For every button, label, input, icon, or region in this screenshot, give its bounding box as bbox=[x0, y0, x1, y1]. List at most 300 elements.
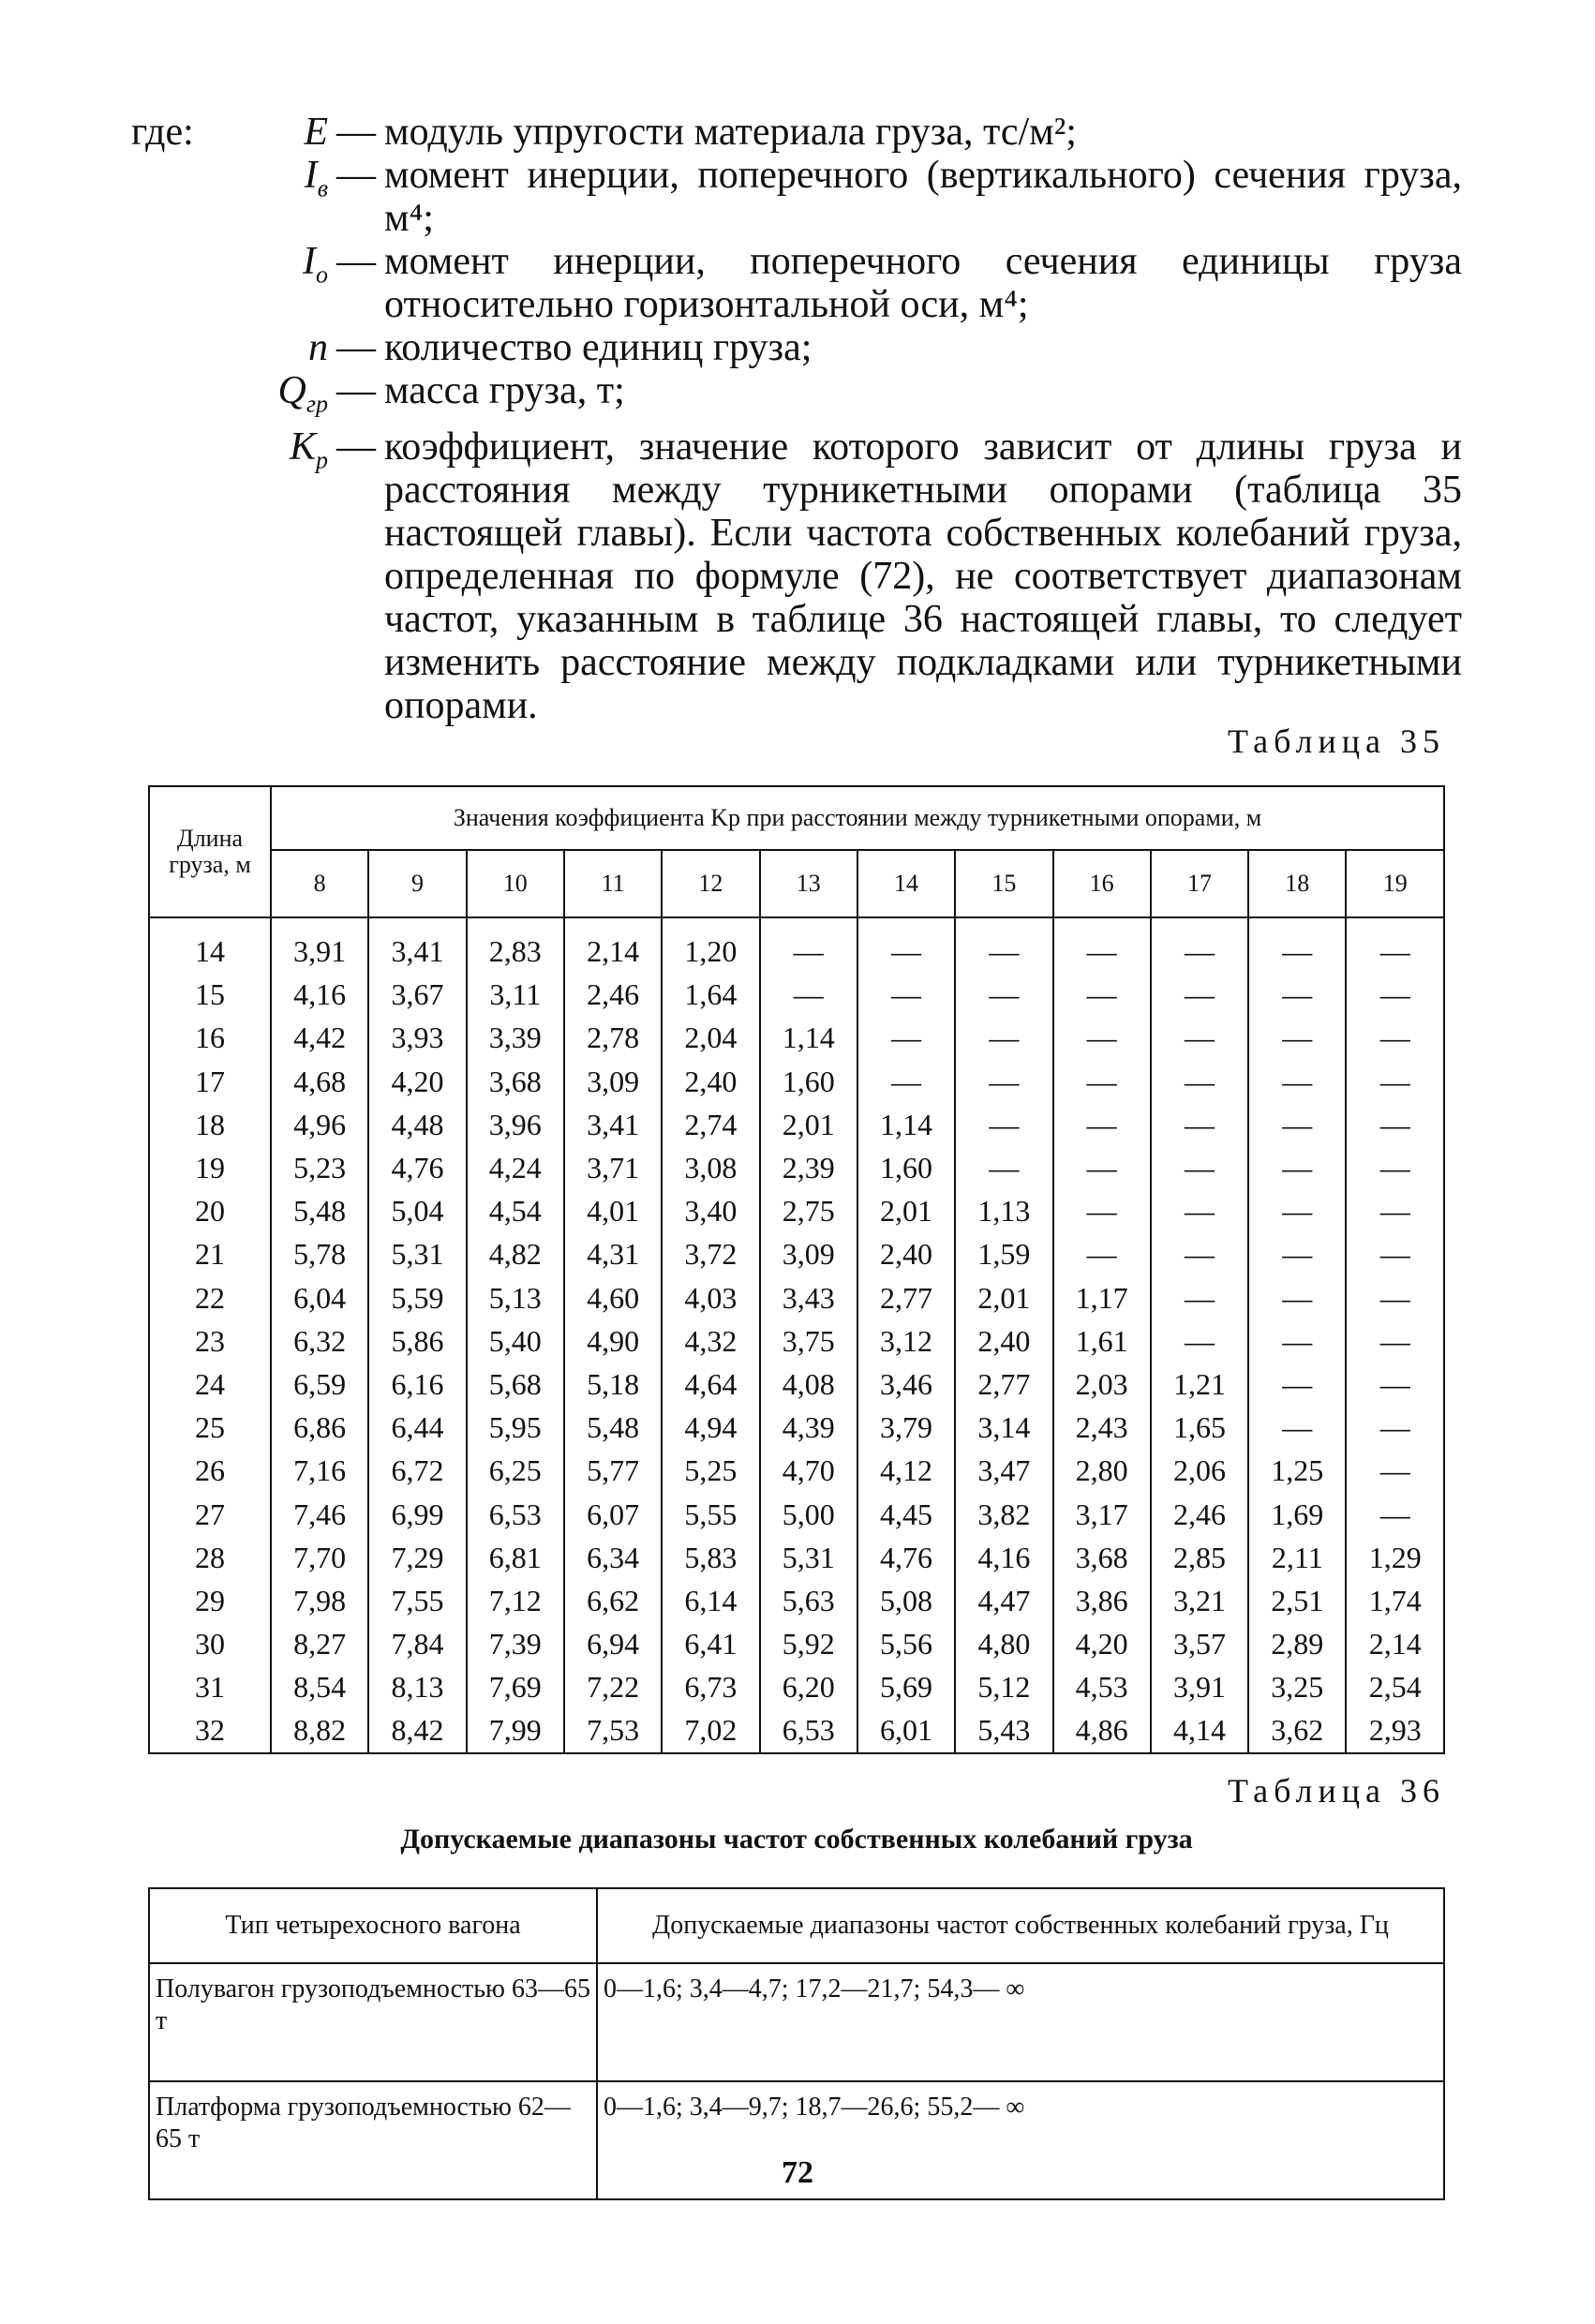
table35-cell: 3,46 bbox=[857, 1363, 955, 1406]
table35-cell: 2,01 bbox=[955, 1276, 1052, 1319]
table35-row-length: 14 bbox=[149, 917, 271, 973]
definition-text: количество единиц груза; bbox=[384, 326, 812, 369]
table35-cell: 4,76 bbox=[368, 1146, 466, 1189]
table35-cell: 6,04 bbox=[271, 1276, 368, 1319]
symbol-subscript: в bbox=[317, 174, 328, 202]
table35-cell: 4,12 bbox=[857, 1449, 955, 1492]
definition-symbol bbox=[253, 154, 328, 210]
table36-header-type: Тип четырехосного вагона bbox=[149, 1888, 597, 1963]
table35-cell: 5,31 bbox=[368, 1232, 466, 1275]
definition-symbol bbox=[253, 425, 328, 482]
table35-column-header: 9 bbox=[368, 850, 466, 917]
table35-cell: 4,80 bbox=[955, 1622, 1052, 1665]
definition-symbol bbox=[253, 369, 328, 425]
table35-cell: 4,54 bbox=[467, 1189, 564, 1232]
table35-cell: 3,79 bbox=[857, 1406, 955, 1449]
table35-cell: 7,39 bbox=[467, 1622, 564, 1665]
table35-cell: 3,82 bbox=[955, 1492, 1052, 1535]
table35-row-length: 30 bbox=[149, 1622, 271, 1665]
table35-cell: — bbox=[1346, 1319, 1444, 1363]
symbol-subscript: о bbox=[316, 261, 328, 289]
table35-cell: 4,96 bbox=[271, 1103, 368, 1146]
table35-cell: 1,60 bbox=[760, 1060, 857, 1103]
table35-cell: 4,20 bbox=[1053, 1622, 1151, 1665]
table35-cell: 5,12 bbox=[955, 1665, 1052, 1708]
table35-cell: — bbox=[857, 1016, 955, 1059]
table35-cell: 3,11 bbox=[467, 973, 564, 1016]
table35-cell: — bbox=[1346, 1232, 1444, 1275]
table35-cell: — bbox=[760, 973, 857, 1016]
table35-cell: 1,13 bbox=[955, 1189, 1052, 1232]
definition-row bbox=[131, 326, 1462, 369]
table35-cell: 1,59 bbox=[955, 1232, 1052, 1275]
table35-cell: 3,09 bbox=[564, 1060, 662, 1103]
symbol-letter: I bbox=[304, 154, 318, 197]
table35-cell: 3,41 bbox=[564, 1103, 662, 1146]
table35-row-length: 32 bbox=[149, 1708, 271, 1752]
table36-wagon-type: Платформа грузоподъемностью 62—65 т bbox=[149, 2081, 597, 2199]
table35-cell: 4,08 bbox=[760, 1363, 857, 1406]
table35-cell: 2,04 bbox=[662, 1016, 759, 1059]
table35-cell: 2,40 bbox=[857, 1232, 955, 1275]
symbol-subscript: р bbox=[316, 446, 328, 474]
table35-cell: 1,74 bbox=[1346, 1579, 1444, 1622]
table35-cell: — bbox=[1151, 1276, 1248, 1319]
definition-row bbox=[131, 154, 1462, 240]
table36-title: Допускаемые диапазоны частот собственных колебаний груза bbox=[400, 1824, 1193, 1855]
table35-cell: 4,39 bbox=[760, 1406, 857, 1449]
table35-cell: 3,93 bbox=[368, 1016, 466, 1059]
table35-cell: — bbox=[1248, 1276, 1346, 1319]
table-row bbox=[149, 1276, 1444, 1319]
table-row bbox=[149, 1146, 1444, 1189]
symbol-letter: E bbox=[304, 111, 328, 154]
table35-row-length: 18 bbox=[149, 1103, 271, 1146]
table35-cell: 5,92 bbox=[760, 1622, 857, 1665]
definition-symbol bbox=[253, 240, 328, 296]
table35-cell: 4,70 bbox=[760, 1449, 857, 1492]
table35-cell: — bbox=[1346, 1016, 1444, 1059]
definition-row bbox=[131, 240, 1462, 326]
table35-cell: 2,77 bbox=[857, 1276, 955, 1319]
table35-cell: 5,63 bbox=[760, 1579, 857, 1622]
table35-row-length: 17 bbox=[149, 1060, 271, 1103]
table35-cell: — bbox=[1248, 1406, 1346, 1449]
table35-cell: — bbox=[1053, 1060, 1151, 1103]
table35-cell: 3,12 bbox=[857, 1319, 955, 1363]
table35-cell: — bbox=[1346, 1449, 1444, 1492]
table-row bbox=[149, 1665, 1444, 1708]
table35-cell: — bbox=[1346, 1276, 1444, 1319]
table35-cell: 5,59 bbox=[368, 1276, 466, 1319]
table35-column-header: 16 bbox=[1053, 850, 1151, 917]
table35-cell: — bbox=[955, 973, 1052, 1016]
table35-cell: — bbox=[1151, 1189, 1248, 1232]
table35-cell: — bbox=[1248, 1016, 1346, 1059]
table35-cell: 3,71 bbox=[564, 1146, 662, 1189]
table35-cell: 4,90 bbox=[564, 1319, 662, 1363]
table35-cell: 5,68 bbox=[467, 1363, 564, 1406]
table35-column-header: 15 bbox=[955, 850, 1052, 917]
definition-dash: — bbox=[336, 326, 376, 369]
table-row bbox=[149, 1708, 1444, 1752]
table35-column-header: 19 bbox=[1346, 850, 1444, 917]
definition-row bbox=[131, 369, 1462, 425]
table35-column-header: 11 bbox=[564, 850, 662, 917]
table35-cell: 6,72 bbox=[368, 1449, 466, 1492]
table35-cell: 1,25 bbox=[1248, 1449, 1346, 1492]
table35-cell: 6,73 bbox=[662, 1665, 759, 1708]
table-row bbox=[149, 1622, 1444, 1665]
table35-cell: 1,17 bbox=[1053, 1276, 1151, 1319]
table35-cell: — bbox=[1248, 1060, 1346, 1103]
table35-cell: 3,57 bbox=[1151, 1622, 1248, 1665]
table-row bbox=[149, 1319, 1444, 1363]
table35-cell: 6,44 bbox=[368, 1406, 466, 1449]
table35-cell: — bbox=[1053, 1232, 1151, 1275]
table35-cell: 2,80 bbox=[1053, 1449, 1151, 1492]
table36-frequency-ranges: 0—1,6; 3,4—9,7; 18,7—26,6; 55,2— ∞ bbox=[597, 2081, 1444, 2199]
table35-cell: 1,14 bbox=[857, 1103, 955, 1146]
table35-cell: 3,08 bbox=[662, 1146, 759, 1189]
page-number: 72 bbox=[782, 2155, 813, 2190]
table35-cell: 6,86 bbox=[271, 1406, 368, 1449]
table35-cell: 5,04 bbox=[368, 1189, 466, 1232]
table35-cell: 4,31 bbox=[564, 1232, 662, 1275]
table35-cell: 4,94 bbox=[662, 1406, 759, 1449]
definition-dash: — bbox=[336, 240, 376, 283]
table35-cell: 6,59 bbox=[271, 1363, 368, 1406]
table35-cell: 8,27 bbox=[271, 1622, 368, 1665]
table35-cell: 5,31 bbox=[760, 1536, 857, 1579]
definition-symbol bbox=[253, 326, 328, 369]
table35-column-header: 8 bbox=[271, 850, 368, 917]
table35-cell: 4,60 bbox=[564, 1276, 662, 1319]
table-row bbox=[149, 1189, 1444, 1232]
table-35 bbox=[148, 785, 1445, 1754]
table35-cell: 7,69 bbox=[467, 1665, 564, 1708]
table35-row-length: 23 bbox=[149, 1319, 271, 1363]
table35-cell: 2,46 bbox=[564, 973, 662, 1016]
table35-cell: 3,72 bbox=[662, 1232, 759, 1275]
definition-text: момент инерции, поперечного сечения единицы груза относительно горизонтальной оси, м⁴; bbox=[384, 240, 1462, 326]
table35-cell: — bbox=[1346, 973, 1444, 1016]
table35-cell: 5,00 bbox=[760, 1492, 857, 1535]
table35-cell: 3,91 bbox=[1151, 1665, 1248, 1708]
table35-cell: 4,24 bbox=[467, 1146, 564, 1189]
table35-caption: Таблица 35 bbox=[1228, 723, 1445, 760]
table-row bbox=[149, 1963, 1444, 2081]
table-row bbox=[149, 1232, 1444, 1275]
table35-cell: 3,91 bbox=[271, 917, 368, 973]
table35-cell: — bbox=[1151, 1016, 1248, 1059]
table35-cell: 7,53 bbox=[564, 1708, 662, 1752]
table35-cell: 5,86 bbox=[368, 1319, 466, 1363]
table35-cell: 3,62 bbox=[1248, 1708, 1346, 1752]
table-row bbox=[149, 1536, 1444, 1579]
table35-cell: — bbox=[955, 917, 1052, 973]
table35-cell: 8,82 bbox=[271, 1708, 368, 1752]
table35-cell: 2,39 bbox=[760, 1146, 857, 1189]
table35-cell: — bbox=[1151, 1146, 1248, 1189]
table35-cell: 2,43 bbox=[1053, 1406, 1151, 1449]
table35-cell: 5,95 bbox=[467, 1406, 564, 1449]
table35-cell: 3,96 bbox=[467, 1103, 564, 1146]
table35-cell: 4,76 bbox=[857, 1536, 955, 1579]
table35-cell: 7,84 bbox=[368, 1622, 466, 1665]
table35-cell: 1,64 bbox=[662, 973, 759, 1016]
table35-cell: — bbox=[1151, 973, 1248, 1016]
table35-cell: 6,20 bbox=[760, 1665, 857, 1708]
table35-cell: — bbox=[1248, 1189, 1346, 1232]
table35-cell: 4,01 bbox=[564, 1189, 662, 1232]
table35-cell: 6,94 bbox=[564, 1622, 662, 1665]
table35-cell: 6,25 bbox=[467, 1449, 564, 1492]
table35-cell: 5,08 bbox=[857, 1579, 955, 1622]
table35-cell: 1,61 bbox=[1053, 1319, 1151, 1363]
table35-row-length: 22 bbox=[149, 1276, 271, 1319]
table35-cell: 4,14 bbox=[1151, 1708, 1248, 1752]
table35-cell: 5,48 bbox=[564, 1406, 662, 1449]
table35-cell: — bbox=[1053, 1146, 1151, 1189]
table35-cell: 5,55 bbox=[662, 1492, 759, 1535]
table35-cell: — bbox=[1053, 1189, 1151, 1232]
table35-cell: 6,81 bbox=[467, 1536, 564, 1579]
table35-cell: 3,41 bbox=[368, 917, 466, 973]
table35-cell: 2,93 bbox=[1346, 1708, 1444, 1752]
table35-group-header: Значения коэффициента Kр при расстоянии между турникетными опорами, м bbox=[271, 786, 1444, 850]
table35-row-length: 21 bbox=[149, 1232, 271, 1275]
table35-cell: 7,12 bbox=[467, 1579, 564, 1622]
table35-cell: 7,98 bbox=[271, 1579, 368, 1622]
table35-cell: 1,29 bbox=[1346, 1536, 1444, 1579]
table35-cell: — bbox=[1346, 1189, 1444, 1232]
table35-cell: 4,64 bbox=[662, 1363, 759, 1406]
table35-cell: 1,60 bbox=[857, 1146, 955, 1189]
table35-cell: — bbox=[1346, 917, 1444, 973]
symbol-letter: I bbox=[303, 240, 316, 283]
table35-column-header: 17 bbox=[1151, 850, 1248, 917]
table35-row-length: 27 bbox=[149, 1492, 271, 1535]
table35-row-length: 24 bbox=[149, 1363, 271, 1406]
table-row bbox=[149, 973, 1444, 1016]
table35-cell: — bbox=[1151, 1103, 1248, 1146]
table35-cell: 4,03 bbox=[662, 1276, 759, 1319]
table35-cell: 4,47 bbox=[955, 1579, 1052, 1622]
table35-cell: 5,25 bbox=[662, 1449, 759, 1492]
table35-cell: 2,14 bbox=[564, 917, 662, 973]
table35-cell: — bbox=[857, 973, 955, 1016]
table35-cell: 2,01 bbox=[760, 1103, 857, 1146]
table35-cell: — bbox=[1248, 1319, 1346, 1363]
table-row bbox=[149, 1016, 1444, 1059]
table35-cell: — bbox=[1151, 917, 1248, 973]
table35-cell: 4,32 bbox=[662, 1319, 759, 1363]
table35-cell: 6,53 bbox=[760, 1708, 857, 1752]
table35-cell: — bbox=[1346, 1406, 1444, 1449]
table35-cell: — bbox=[1248, 1232, 1346, 1275]
table35-cell: 6,99 bbox=[368, 1492, 466, 1535]
table35-cell: 2,85 bbox=[1151, 1536, 1248, 1579]
table35-cell: 5,77 bbox=[564, 1449, 662, 1492]
table35-cell: 2,01 bbox=[857, 1189, 955, 1232]
table35-cell: 5,23 bbox=[271, 1146, 368, 1189]
table35-cell: — bbox=[955, 1103, 1052, 1146]
table35-cell: 3,17 bbox=[1053, 1492, 1151, 1535]
table35-cell: 7,99 bbox=[467, 1708, 564, 1752]
table35-cell: 8,54 bbox=[271, 1665, 368, 1708]
definition-text: коэффициент, значение которого зависит от длины груза и расстояния между турникетными опорами (таблица 35 настоящей главы). Если частота собственных колебаний груза, определенная по формуле (72), не соответствует диапазонам частот, указанным в таблице 36 настоящей главы, то следует изменить расстояние между подкладками или турникетными опорами. bbox=[384, 425, 1462, 728]
table35-cell: — bbox=[857, 1060, 955, 1103]
table35-cell: 5,56 bbox=[857, 1622, 955, 1665]
table35-cell: 2,83 bbox=[467, 917, 564, 973]
table35-cell: 2,78 bbox=[564, 1016, 662, 1059]
table35-cell: — bbox=[1151, 1232, 1248, 1275]
table35-cell: 2,46 bbox=[1151, 1492, 1248, 1535]
table35-cell: 2,54 bbox=[1346, 1665, 1444, 1708]
table35-cell: 6,53 bbox=[467, 1492, 564, 1535]
table35-cell: — bbox=[1346, 1363, 1444, 1406]
table35-cell: 4,86 bbox=[1053, 1708, 1151, 1752]
table35-cell: — bbox=[1248, 1146, 1346, 1189]
definition-row bbox=[131, 111, 1462, 154]
table-row bbox=[149, 1492, 1444, 1535]
definition-dash: — bbox=[336, 154, 376, 197]
table35-cell: 5,78 bbox=[271, 1232, 368, 1275]
table35-cell: — bbox=[955, 1060, 1052, 1103]
table35-cell: 4,82 bbox=[467, 1232, 564, 1275]
table35-cell: 2,40 bbox=[955, 1319, 1052, 1363]
table35-cell: 5,83 bbox=[662, 1536, 759, 1579]
table-36 bbox=[148, 1887, 1445, 2200]
table-row bbox=[149, 917, 1444, 973]
table35-cell: 7,16 bbox=[271, 1449, 368, 1492]
table-row bbox=[149, 1449, 1444, 1492]
table35-cell: 7,02 bbox=[662, 1708, 759, 1752]
table35-cell: — bbox=[760, 917, 857, 973]
table35-cell: 2,03 bbox=[1053, 1363, 1151, 1406]
table35-cell: — bbox=[955, 1146, 1052, 1189]
table35-cell: 5,69 bbox=[857, 1665, 955, 1708]
symbol-letter: n bbox=[308, 326, 328, 369]
table35-cell: — bbox=[1053, 1016, 1151, 1059]
table35-corner-header: Длина груза, м bbox=[149, 786, 271, 917]
table35-cell: 1,65 bbox=[1151, 1406, 1248, 1449]
definition-symbol bbox=[253, 111, 328, 154]
table35-cell: 2,74 bbox=[662, 1103, 759, 1146]
table35-cell: 6,16 bbox=[368, 1363, 466, 1406]
table35-cell: 3,68 bbox=[1053, 1536, 1151, 1579]
table35-column-header: 13 bbox=[760, 850, 857, 917]
table35-cell: — bbox=[1346, 1146, 1444, 1189]
table35-row-length: 19 bbox=[149, 1146, 271, 1189]
table35-cell: 2,40 bbox=[662, 1060, 759, 1103]
table35-cell: 3,86 bbox=[1053, 1579, 1151, 1622]
table35-cell: — bbox=[955, 1016, 1052, 1059]
table35-cell: — bbox=[857, 917, 955, 973]
table35-row-length: 25 bbox=[149, 1406, 271, 1449]
table35-cell: 4,45 bbox=[857, 1492, 955, 1535]
table35-cell: — bbox=[1346, 1103, 1444, 1146]
symbol-letter: Q bbox=[277, 369, 306, 412]
table35-cell: 6,14 bbox=[662, 1579, 759, 1622]
table35-cell: — bbox=[1151, 1319, 1248, 1363]
table35-column-header: 14 bbox=[857, 850, 955, 917]
table35-cell: 8,13 bbox=[368, 1665, 466, 1708]
table35-cell: 4,68 bbox=[271, 1060, 368, 1103]
table35-cell: 8,42 bbox=[368, 1708, 466, 1752]
table35-cell: 3,75 bbox=[760, 1319, 857, 1363]
table35-cell: 7,55 bbox=[368, 1579, 466, 1622]
table35-cell: 5,40 bbox=[467, 1319, 564, 1363]
table35-cell: 6,34 bbox=[564, 1536, 662, 1579]
table35-cell: — bbox=[1248, 973, 1346, 1016]
table35-cell: 1,20 bbox=[662, 917, 759, 973]
table36-frequency-ranges: 0—1,6; 3,4—4,7; 17,2—21,7; 54,3— ∞ bbox=[597, 1963, 1444, 2081]
table35-cell: — bbox=[1248, 1363, 1346, 1406]
table35-cell: 2,75 bbox=[760, 1189, 857, 1232]
table35-cell: 4,48 bbox=[368, 1103, 466, 1146]
table35-row-length: 16 bbox=[149, 1016, 271, 1059]
table-row bbox=[149, 1103, 1444, 1146]
table35-cell: 3,68 bbox=[467, 1060, 564, 1103]
table35-row-length: 15 bbox=[149, 973, 271, 1016]
definition-lead: где: bbox=[131, 111, 194, 154]
table35-cell: 2,14 bbox=[1346, 1622, 1444, 1665]
table35-cell: — bbox=[1248, 917, 1346, 973]
symbol-letter: K bbox=[289, 425, 316, 469]
table35-row-length: 28 bbox=[149, 1536, 271, 1579]
table36-caption: Таблица 36 bbox=[1228, 1772, 1445, 1810]
table35-cell: 1,69 bbox=[1248, 1492, 1346, 1535]
table35-cell: 7,46 bbox=[271, 1492, 368, 1535]
definition-dash: — bbox=[336, 111, 376, 154]
table36-wagon-type: Полувагон грузоподъемностью 63—65 т bbox=[149, 1963, 597, 2081]
table35-cell: 5,48 bbox=[271, 1189, 368, 1232]
table35-cell: 2,06 bbox=[1151, 1449, 1248, 1492]
definition-dash: — bbox=[336, 369, 376, 412]
table35-cell: 6,32 bbox=[271, 1319, 368, 1363]
table35-cell: 6,62 bbox=[564, 1579, 662, 1622]
definition-text: модуль упругости материала груза, тс/м²; bbox=[384, 111, 1077, 154]
table35-cell: 5,13 bbox=[467, 1276, 564, 1319]
table35-column-header: 10 bbox=[467, 850, 564, 917]
table35-row-length: 20 bbox=[149, 1189, 271, 1232]
table35-cell: 4,42 bbox=[271, 1016, 368, 1059]
table35-row-length: 26 bbox=[149, 1449, 271, 1492]
table35-cell: 1,21 bbox=[1151, 1363, 1248, 1406]
table35-cell: — bbox=[1053, 917, 1151, 973]
table35-cell: 6,41 bbox=[662, 1622, 759, 1665]
table35-cell: 2,77 bbox=[955, 1363, 1052, 1406]
definitions-list bbox=[131, 111, 1462, 727]
table-row bbox=[149, 1406, 1444, 1449]
table35-cell: 4,16 bbox=[271, 973, 368, 1016]
table35-cell: 1,14 bbox=[760, 1016, 857, 1059]
definition-row bbox=[131, 425, 1462, 727]
table35-cell: 2,89 bbox=[1248, 1622, 1346, 1665]
table35-cell: 3,40 bbox=[662, 1189, 759, 1232]
table35-cell: 2,51 bbox=[1248, 1579, 1346, 1622]
table35-row-length: 31 bbox=[149, 1665, 271, 1708]
table35-cell: 6,01 bbox=[857, 1708, 955, 1752]
table35-cell: 5,18 bbox=[564, 1363, 662, 1406]
table35-cell: 3,47 bbox=[955, 1449, 1052, 1492]
table35-cell: 3,67 bbox=[368, 973, 466, 1016]
table35-cell: 7,29 bbox=[368, 1536, 466, 1579]
table35-cell: 3,21 bbox=[1151, 1579, 1248, 1622]
table35-cell: 7,22 bbox=[564, 1665, 662, 1708]
